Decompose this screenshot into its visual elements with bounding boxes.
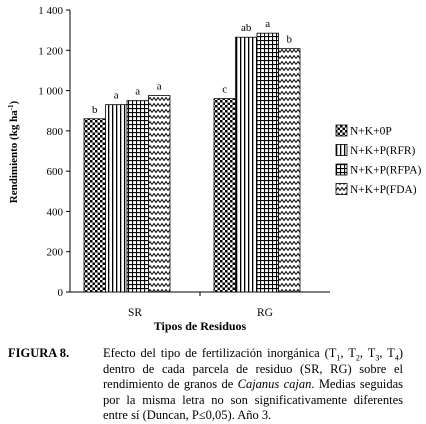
y-tick-label: 1 200 — [38, 45, 63, 58]
bar-letter-label: c — [222, 83, 228, 96]
legend-swatch — [336, 164, 347, 175]
legend-swatch — [336, 145, 347, 156]
y-tick-label: 400 — [46, 206, 63, 219]
bar-letter-label: ab — [241, 22, 252, 35]
legend-label: N+K+P(RFPA) — [350, 164, 422, 177]
bar — [127, 101, 149, 292]
figure-label: FIGURA 8. — [8, 346, 70, 360]
caption-run: , T — [359, 346, 376, 360]
legend-swatch — [336, 184, 347, 195]
y-axis-label: Rendimiento (kg $ha^{-1}$) — [7, 100, 20, 204]
bar-letter-label: b — [92, 103, 98, 116]
caption-run: ) dentro de cada parcela de residuo (SR, RG) sobre el rendimiento de granos de — [103, 346, 403, 391]
legend-label: N+K+P(RFR) — [350, 145, 416, 157]
y-tick-label: 1 000 — [38, 85, 63, 98]
x-tick-label: RG — [257, 307, 273, 319]
bar — [84, 119, 106, 292]
subscript: 4 — [394, 353, 399, 363]
y-tick-label: 200 — [46, 246, 63, 259]
bars — [84, 33, 300, 292]
caption-run: . Medias seguidas por la misma letra no son significativamente diferentes entre sí (Duncan, P≤0,05). Año 3. — [103, 377, 403, 422]
bar — [279, 49, 301, 292]
bar-letter-label: a — [135, 85, 141, 98]
bar — [149, 96, 171, 292]
legend-swatch — [336, 125, 347, 136]
legend — [336, 125, 422, 196]
x-tick-label: SR — [127, 307, 143, 319]
bar-letter-label: a — [156, 80, 162, 93]
figure-caption-text — [103, 346, 403, 424]
legend-label: N+K+0P — [350, 125, 392, 138]
subscript: 2 — [355, 353, 360, 363]
subscript: 3 — [375, 353, 380, 363]
bar — [214, 99, 236, 292]
bar-letter-label: b — [286, 33, 292, 46]
bar — [106, 105, 128, 292]
x-axis-label: Tipos de Residuos — [153, 319, 247, 333]
bar — [257, 33, 279, 292]
y-tick-label: 1 400 — [38, 5, 63, 17]
species-name: Cajanus cajan — [237, 377, 312, 391]
subscript: 1 — [336, 353, 341, 363]
bar — [236, 37, 258, 292]
bar-letter-label: a — [265, 18, 271, 31]
y-tick-label: 800 — [46, 125, 63, 138]
caption-run: , T — [340, 346, 356, 360]
caption-run: , T — [379, 346, 395, 360]
bar-letter-label: a — [113, 89, 119, 102]
caption-run: Efecto del tipo de fertilización inorgánica (T — [103, 346, 337, 360]
legend-label: N+K+P(FDA) — [350, 184, 417, 196]
y-tick-label: 0 — [57, 287, 63, 299]
y-tick-label: 600 — [46, 166, 63, 179]
